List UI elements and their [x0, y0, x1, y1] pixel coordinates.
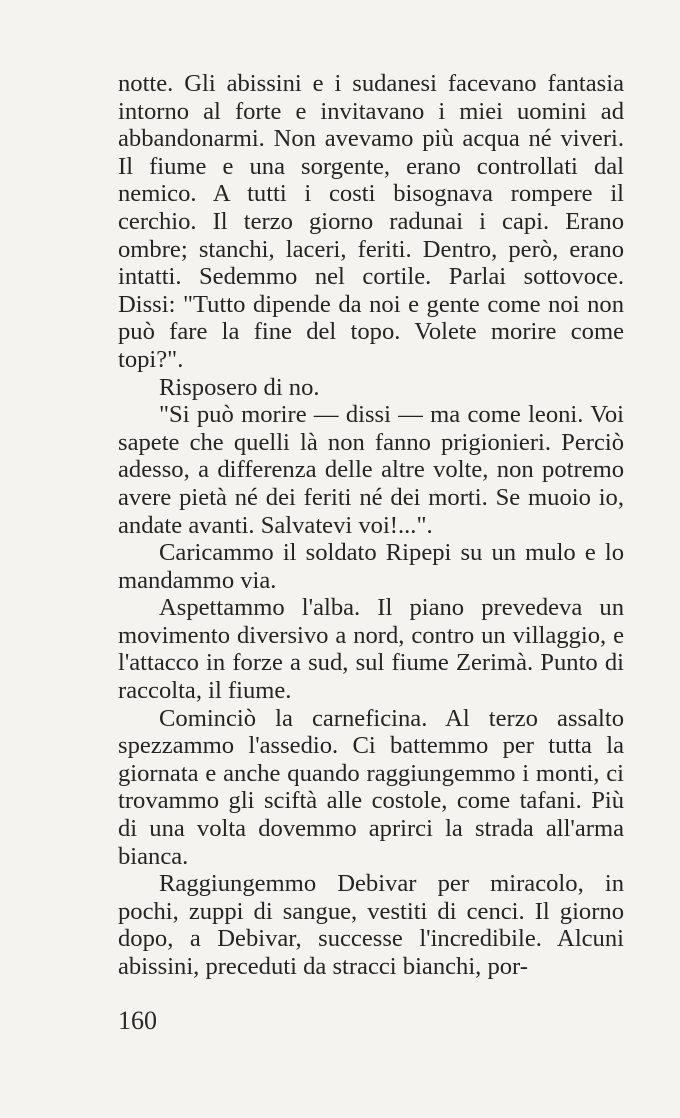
paragraph: Raggiungemmo Debivar per miracolo, in pochi, zuppi di sangue, vestiti di cenci. Il giorno dopo, a Debivar, successe l'incredibile. Alcuni abissini, preceduti da stracci bianchi, por- — [118, 870, 624, 980]
paragraph: "Si può morire — dissi — ma come leoni. Voi sapete che quelli là non fanno prigionieri. Perciò adesso, a differenza delle altre volte, non potremo avere pietà né dei feriti né dei morti. Se muoio io, andate avanti. Salvatevi voi!...". — [118, 401, 624, 539]
paragraph: Risposero di no. — [159, 373, 320, 401]
body-text — [118, 70, 624, 981]
page-number: 160 — [118, 1006, 157, 1035]
paragraph: notte. Gli abissini e i sudanesi facevano fantasia intorno al forte e invitavano i miei uomini ad abbandonarmi. Non avevamo più acqua né viveri. Il fiume e una sorgente, erano controllati dal nemico. A tutti i costi bisognava rompere il cerchio. Il terzo giorno radunai i capi. Erano ombre; stanchi, laceri, feriti. Dentro, però, erano intatti. Sedemmo nel cortile. Parlai sottovoce. Dissi: "Tutto dipende da noi e gente come noi non può fare la fine del topo. Volete morire come topi?". — [118, 70, 624, 373]
paragraph: Aspettammo l'alba. Il piano prevedeva un movimento diversivo a nord, contro un villaggio, e l'attacco in forze a sud, sul fiume Zerimà. Punto di raccolta, il fiume. — [118, 594, 624, 705]
paragraph: Caricammo il soldato Ripepi su un mulo e lo mandammo via. — [118, 539, 624, 594]
paragraph: Cominciò la carneficina. Al terzo assalto spezzammo l'assedio. Ci battemmo per tutta la giornata e anche quando raggiungemmo i monti, ci trovammo gli sciftà alle costole, come tafani. Più di una volta dovemmo aprirci la strada all'arma bianca. — [118, 704, 624, 870]
